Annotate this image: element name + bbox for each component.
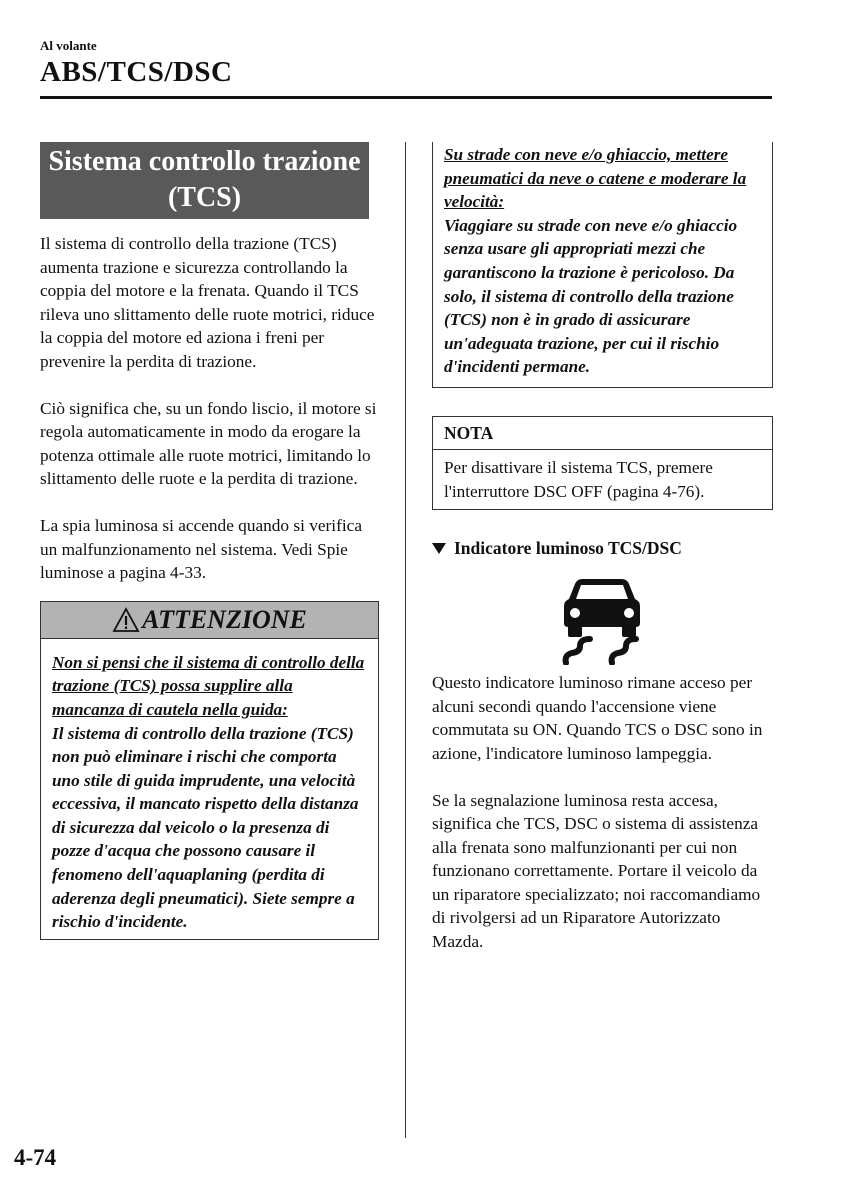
warning-triangle-icon [112,607,140,633]
column-divider [405,142,406,1138]
left-column [40,142,382,940]
paragraph: Ciò significa che, su un fondo liscio, il motore si regola automaticamente in modo da erogare la potenza ottimale alle ruote motrici, limitando lo slittamento delle ruote e la perdita di trazione. [40,398,377,489]
right-column [432,142,774,954]
warning-lead: Non si pensi che il sistema di controllo della trazione (TCS) possa supplire alla mancanza di cautela nella guida: [52,652,365,719]
paragraph: Se la segnalazione luminosa resta accesa, significa che TCS, DSC o sistema di assistenza alla frenata sono malfunzionanti per cui non funzionano correttamente. Portare il veicolo da un riparatore specializzato; noi raccomandiamo di rivolgersi ad un Riparatore Autorizzato Mazda. [432,790,761,952]
warning-body [41,639,378,939]
caution-lead: Su strade con neve e/o ghiaccio, mettere pneumatici da neve o catene e moderare la velocità: [444,145,747,212]
tcs-section-heading [40,142,369,219]
header-rule [40,96,772,99]
paragraph: Questo indicatore luminoso rimane acceso per alcuni secondi quando l'accensione viene commutata su ON. Quando TCS o DSC sono in azione, l'indicatore luminoso lampeggia. [432,673,763,763]
tcs-heading-line1: Sistema controllo trazione [48,146,361,177]
indicator-heading-text: Indicatore luminoso TCS/DSC [454,538,682,559]
warning-header [41,601,378,639]
triangle-marker-icon [432,543,446,554]
note-box [432,416,773,510]
warning-box [40,601,379,940]
section-label: Al volante [40,38,97,53]
tcs-paragraphs [40,232,382,585]
warning-title: ATTENZIONE [142,604,307,634]
indicator-heading [432,538,774,559]
caution-text [444,143,762,379]
tcs-heading-line2: (TCS) [167,182,242,213]
indicator-paragraphs [432,671,774,954]
warning-text [52,651,368,934]
caution-box [432,142,773,388]
warning-detail: Il sistema di controllo della trazione (TCS) non può eliminare i rischi che comporta uno stile di guida imprudente, una velocità eccessiva, il mancato rispetto della distanza di sicurezza dal veicolo o la presenza di pozze d'acqua che possono causare il fenomeno dell'aquaplaning (perdita di aderenza degli pneumatici). Siete sempre a rischio d'incidente. [52,723,359,932]
page-number: 4-74 [14,1145,57,1170]
note-title: NOTA [433,417,772,450]
page-title: ABS/TCS/DSC [40,56,233,88]
paragraph: Il sistema di controllo della trazione (TCS) aumenta trazione e sicurezza controllando la coppia del motore e la frenata. Quando il TCS rileva uno slittamento delle ruote motrici, riduce la coppia del motore ed aziona i freni per prevenire la perdita di trazione. [40,234,375,371]
caution-detail: Viaggiare su strade con neve e/o ghiaccio senza usare gli appropriati mezzi che garantiscono la trazione è pericoloso. Da solo, il sistema di controllo della trazione (TCS) non è in grado di assicurare un'adeguata trazione, per cui il rischio d'incidenti permane. [444,215,738,377]
car-skid-icon [560,575,644,665]
paragraph: La spia luminosa si accende quando si verifica un malfunzionamento nel sistema. Vedi Spie luminose a pagina 4-33. [40,515,362,583]
note-text: Per disattivare il sistema TCS, premere l'interruttore DSC OFF (pagina 4-76). [444,457,713,501]
